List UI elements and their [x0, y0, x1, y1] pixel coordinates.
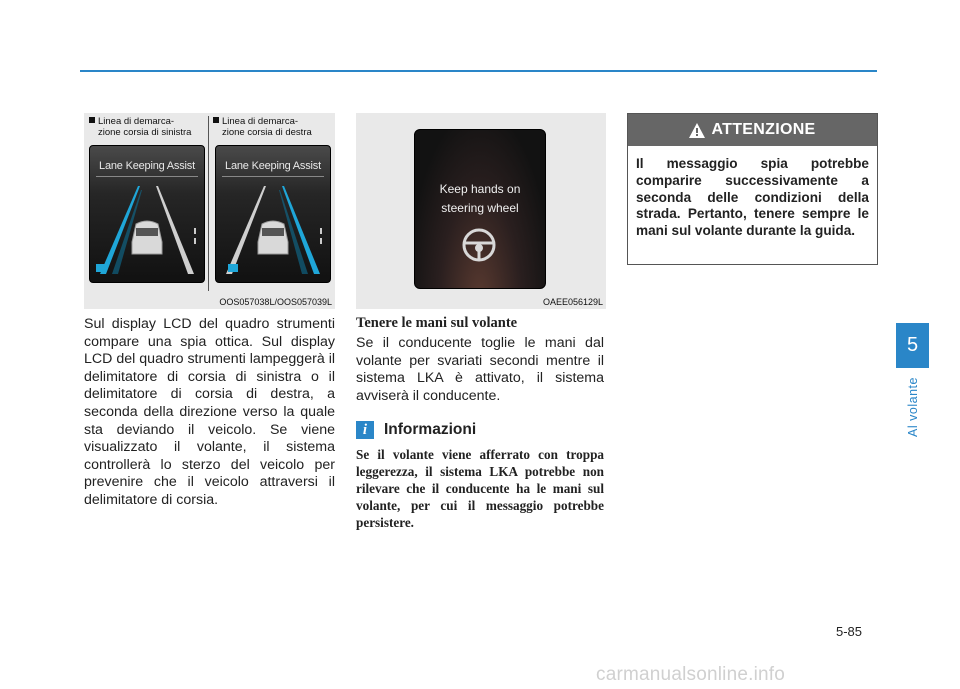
- figure-code: OAEE056129L: [542, 297, 603, 307]
- lane-keeping-figure: [84, 113, 335, 309]
- steering-wheel-icon: [415, 130, 545, 288]
- info-text: Se il volante viene afferrato con troppa leggerezza, il sistema LKA potrebbe non rilevare che il conducente ha le mani sul volante, per cui il messaggio potrebbe persistere.: [356, 447, 604, 530]
- lcd-screen-left-lane: [89, 145, 205, 283]
- body-paragraph: Se il conducente toglie le mani dal volante per svariati secondi mentre il sistema LKA è attivato, il sistema avviserà il conducente.: [356, 335, 604, 404]
- chapter-label: Al volante: [905, 377, 920, 437]
- warning-text: Il messaggio spia potrebbe comparire successivamente a seconda delle condizioni della strada. Pertanto, tenere sempre le mani sul volante durante la guida.: [636, 156, 869, 239]
- lane-car-right-icon: [216, 146, 330, 282]
- warning-box: [627, 113, 878, 265]
- info-title: Informazioni: [384, 421, 477, 438]
- info-icon: i: [356, 421, 374, 439]
- caption-left: Linea di demarca- zione corsia di sinistra: [89, 116, 191, 138]
- hands-on-wheel-figure: [356, 113, 606, 309]
- warning-title: ATTENZIONE: [711, 121, 816, 138]
- section-title: Tenere le mani sul volante: [356, 315, 518, 331]
- lcd-screen-right-lane: [215, 145, 331, 283]
- chapter-number: 5: [896, 323, 929, 368]
- screen-title: Lane Keeping Assist: [225, 160, 321, 172]
- warning-header: [628, 114, 877, 146]
- cluster-display: [414, 129, 546, 289]
- caption-divider: [208, 116, 209, 291]
- watermark: carmanualsonline.info: [596, 664, 786, 685]
- display-message: Keep hands on steering wheel: [439, 182, 521, 215]
- caption-right: Linea di demarca- zione corsia di destra: [213, 116, 312, 138]
- screen-title: Lane Keeping Assist: [99, 160, 195, 172]
- body-paragraph: Sul display LCD del quadro strumenti compare una spia ottica. Sul display LCD del quadro strumenti lampeggerà il delimitatore di corsia di sinistra o il delimitatore di corsia di destra, a seconda della direzione verso la quale sta deviando il veicolo. Se viene visualizzato il volante, il sistema controllerà lo sterzo del veicolo per prevenire che il veicolo attraversi il delimitatore di corsia.: [84, 316, 335, 508]
- warning-triangle-icon: [689, 123, 705, 138]
- info-header: [356, 421, 476, 439]
- lane-car-left-icon: [90, 146, 204, 282]
- bullet-square-icon: [89, 117, 95, 123]
- bullet-square-icon: [213, 117, 219, 123]
- figure-code: OOS057038L/OOS057039L: [219, 297, 332, 307]
- header-rule: [80, 70, 877, 72]
- page-number: 5-85: [836, 624, 863, 639]
